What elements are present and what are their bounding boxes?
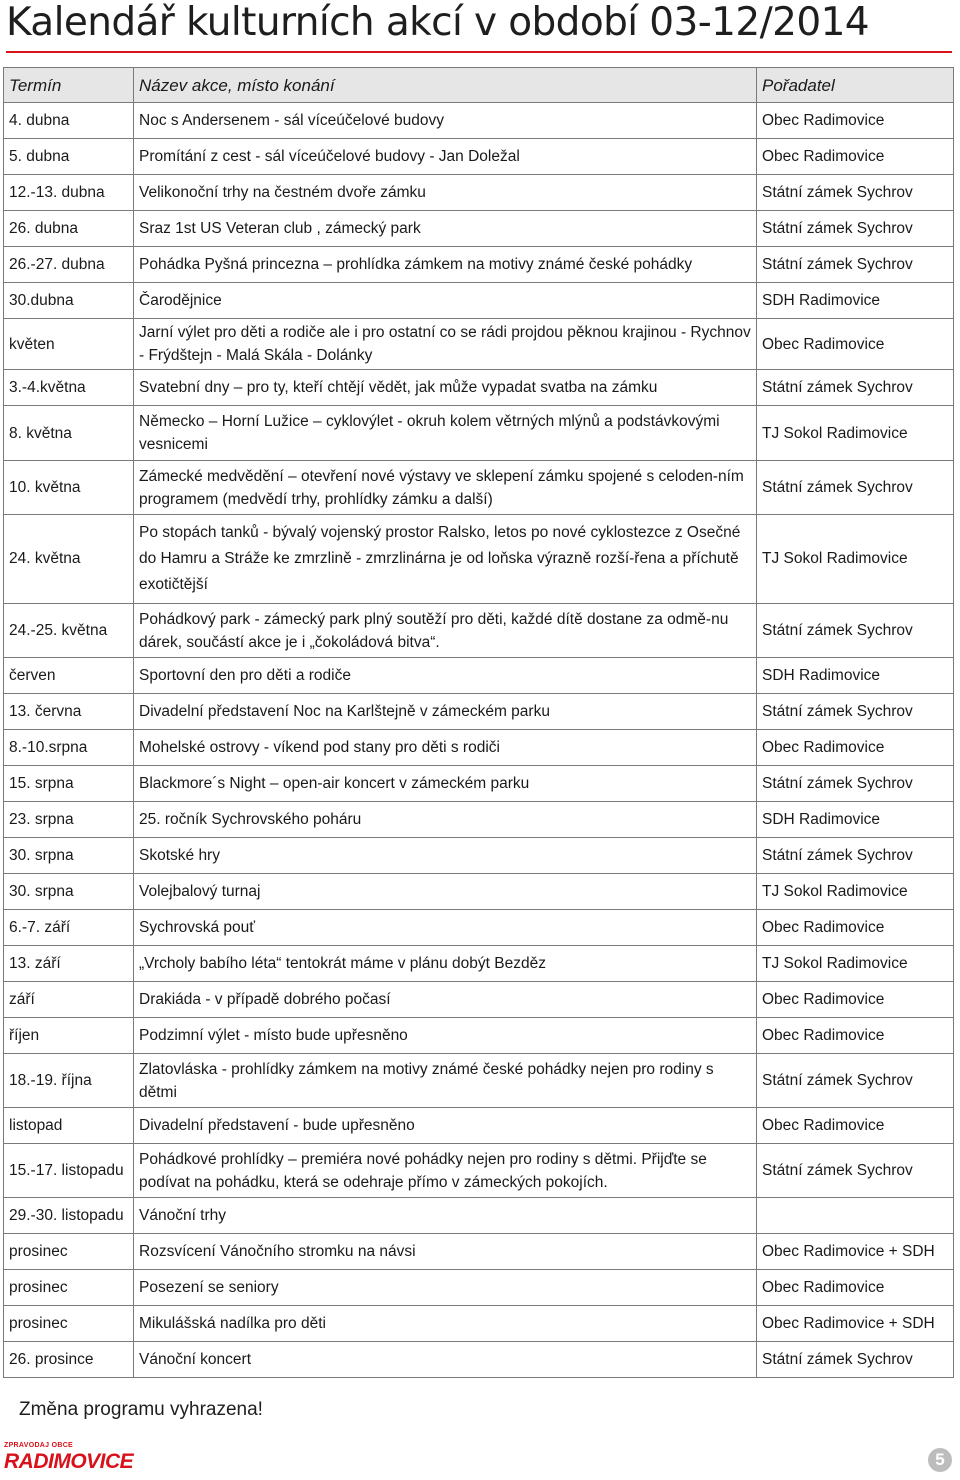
row-date: červen bbox=[4, 658, 134, 694]
table-row bbox=[4, 461, 954, 515]
header-date: Termín bbox=[4, 68, 134, 103]
row-event: Velikonoční trhy na čestném dvoře zámku bbox=[134, 175, 757, 211]
row-organizer: Obec Radimovice bbox=[757, 982, 954, 1018]
row-date: 4. dubna bbox=[4, 103, 134, 139]
row-organizer: TJ Sokol Radimovice bbox=[757, 406, 954, 461]
row-organizer: Státní zámek Sychrov bbox=[757, 247, 954, 283]
row-organizer: Obec Radimovice bbox=[757, 139, 954, 175]
row-date: 30.dubna bbox=[4, 283, 134, 319]
table-row bbox=[4, 946, 954, 982]
row-organizer: Státní zámek Sychrov bbox=[757, 1054, 954, 1108]
row-date: prosinec bbox=[4, 1306, 134, 1342]
table-row bbox=[4, 175, 954, 211]
row-date: 23. srpna bbox=[4, 802, 134, 838]
row-organizer: Obec Radimovice bbox=[757, 1270, 954, 1306]
events-table bbox=[3, 67, 954, 1378]
radimovice-logo bbox=[4, 1441, 144, 1477]
row-date: 18.-19. října bbox=[4, 1054, 134, 1108]
row-date: květen bbox=[4, 319, 134, 370]
row-date: 8. května bbox=[4, 406, 134, 461]
row-organizer: Státní zámek Sychrov bbox=[757, 461, 954, 515]
logo-title: RADIMOVICE bbox=[4, 1450, 134, 1473]
row-organizer: Státní zámek Sychrov bbox=[757, 1144, 954, 1198]
table-row bbox=[4, 838, 954, 874]
row-organizer: Státní zámek Sychrov bbox=[757, 370, 954, 406]
row-event: Divadelní představení Noc na Karlštejně v zámeckém parku bbox=[134, 694, 757, 730]
table-row bbox=[4, 515, 954, 604]
row-event: Sraz 1st US Veteran club , zámecký park bbox=[134, 211, 757, 247]
row-date: prosinec bbox=[4, 1270, 134, 1306]
row-organizer: Obec Radimovice bbox=[757, 1018, 954, 1054]
row-date: 10. května bbox=[4, 461, 134, 515]
table-row bbox=[4, 406, 954, 461]
table-row bbox=[4, 802, 954, 838]
row-event: Vánoční koncert bbox=[134, 1342, 757, 1378]
row-organizer: Státní zámek Sychrov bbox=[757, 838, 954, 874]
table-row bbox=[4, 1144, 954, 1198]
row-date: 26.-27. dubna bbox=[4, 247, 134, 283]
title-divider bbox=[6, 51, 952, 53]
row-organizer: SDH Radimovice bbox=[757, 802, 954, 838]
row-organizer: Obec Radimovice + SDH bbox=[757, 1306, 954, 1342]
table-row bbox=[4, 1198, 954, 1234]
table-row bbox=[4, 658, 954, 694]
row-date: 15.-17. listopadu bbox=[4, 1144, 134, 1198]
row-event: Noc s Andersenem - sál víceúčelové budovy bbox=[134, 103, 757, 139]
table-row bbox=[4, 103, 954, 139]
row-organizer: Státní zámek Sychrov bbox=[757, 694, 954, 730]
row-event: Divadelní představení - bude upřesněno bbox=[134, 1108, 757, 1144]
row-event: Po stopách tanků - bývalý vojenský prostor Ralsko, letos po nové cyklostezce z Osečné do Hamru a Stráže ke zmrzlině - zmrzlinárna je od loňska výrazně rozší-řena a příchutě exotičtější bbox=[134, 515, 757, 604]
row-organizer: TJ Sokol Radimovice bbox=[757, 874, 954, 910]
row-date: 30. srpna bbox=[4, 838, 134, 874]
row-organizer: SDH Radimovice bbox=[757, 658, 954, 694]
row-event: Promítání z cest - sál víceúčelové budovy - Jan Doležal bbox=[134, 139, 757, 175]
row-date: 5. dubna bbox=[4, 139, 134, 175]
table-header-row bbox=[4, 68, 954, 103]
row-event: Pohádkový park - zámecký park plný soutěží pro děti, každé dítě dostane za odmě-nu dárek, součástí akce je i „čokoládová bitva“. bbox=[134, 604, 757, 658]
row-date: 29.-30. listopadu bbox=[4, 1198, 134, 1234]
page-title: Kalendář kulturních akcí v období 03-12/2014 bbox=[6, 0, 870, 45]
table-row bbox=[4, 1306, 954, 1342]
table-row bbox=[4, 319, 954, 370]
table-row bbox=[4, 139, 954, 175]
row-organizer: Státní zámek Sychrov bbox=[757, 211, 954, 247]
row-organizer: Obec Radimovice bbox=[757, 319, 954, 370]
table-row bbox=[4, 1054, 954, 1108]
row-date: 26. prosince bbox=[4, 1342, 134, 1378]
row-event: Skotské hry bbox=[134, 838, 757, 874]
row-organizer: Státní zámek Sychrov bbox=[757, 766, 954, 802]
row-organizer: Obec Radimovice bbox=[757, 910, 954, 946]
row-event: Zámecké medvědění – otevření nové výstavy ve sklepení zámku spojené s celoden-ním programem (medvědí trhy, prohlídky zámku a další) bbox=[134, 461, 757, 515]
row-event: Pohádkové prohlídky – premiéra nové pohádky nejen pro rodiny s dětmi. Přijďte se podívat na pohádku, která se odehraje přímo v zámeckých pokojích. bbox=[134, 1144, 757, 1198]
row-organizer: TJ Sokol Radimovice bbox=[757, 515, 954, 604]
row-organizer: Obec Radimovice bbox=[757, 730, 954, 766]
row-organizer: Obec Radimovice bbox=[757, 1108, 954, 1144]
row-event: „Vrcholy babího léta“ tentokrát máme v plánu dobýt Bezděz bbox=[134, 946, 757, 982]
row-date: 30. srpna bbox=[4, 874, 134, 910]
table-row bbox=[4, 1234, 954, 1270]
row-event: Sportovní den pro děti a rodiče bbox=[134, 658, 757, 694]
row-event: Pohádka Pyšná princezna – prohlídka zámkem na motivy známé české pohádky bbox=[134, 247, 757, 283]
table-row bbox=[4, 694, 954, 730]
row-event: Sychrovská pouť bbox=[134, 910, 757, 946]
row-date: 13. června bbox=[4, 694, 134, 730]
row-organizer: TJ Sokol Radimovice bbox=[757, 946, 954, 982]
table-row bbox=[4, 730, 954, 766]
logo-subtitle: ZPRAVODAJ OBCE bbox=[4, 1442, 74, 1449]
table-row bbox=[4, 247, 954, 283]
row-event: Podzimní výlet - místo bude upřesněno bbox=[134, 1018, 757, 1054]
table-row bbox=[4, 766, 954, 802]
row-date: 13. září bbox=[4, 946, 134, 982]
row-date: listopad bbox=[4, 1108, 134, 1144]
row-event: 25. ročník Sychrovského poháru bbox=[134, 802, 757, 838]
row-event: Rozsvícení Vánočního stromku na návsi bbox=[134, 1234, 757, 1270]
row-organizer: Obec Radimovice bbox=[757, 103, 954, 139]
row-date: 8.-10.srpna bbox=[4, 730, 134, 766]
row-event: Volejbalový turnaj bbox=[134, 874, 757, 910]
row-event: Mohelské ostrovy - víkend pod stany pro děti s rodiči bbox=[134, 730, 757, 766]
table-row bbox=[4, 1270, 954, 1306]
row-event: Posezení se seniory bbox=[134, 1270, 757, 1306]
table-row bbox=[4, 874, 954, 910]
row-event: Mikulášská nadílka pro děti bbox=[134, 1306, 757, 1342]
row-organizer: Státní zámek Sychrov bbox=[757, 175, 954, 211]
page-number-badge: 5 bbox=[928, 1448, 952, 1472]
row-date: 24.-25. května bbox=[4, 604, 134, 658]
program-change-note: Změna programu vyhrazena! bbox=[19, 1399, 263, 1420]
table-row bbox=[4, 211, 954, 247]
table-row bbox=[4, 982, 954, 1018]
row-organizer: Státní zámek Sychrov bbox=[757, 1342, 954, 1378]
row-date: prosinec bbox=[4, 1234, 134, 1270]
row-date: 12.-13. dubna bbox=[4, 175, 134, 211]
row-event: Čarodějnice bbox=[134, 283, 757, 319]
row-event: Blackmore´s Night – open-air koncert v zámeckém parku bbox=[134, 766, 757, 802]
row-event: Německo – Horní Lužice – cyklovýlet - okruh kolem větrných mlýnů a podstávkovými vesnicemi bbox=[134, 406, 757, 461]
table-row bbox=[4, 1342, 954, 1378]
row-organizer: Státní zámek Sychrov bbox=[757, 604, 954, 658]
row-date: 3.-4.května bbox=[4, 370, 134, 406]
row-date: 6.-7. září bbox=[4, 910, 134, 946]
row-event: Svatební dny – pro ty, kteří chtějí vědět, jak může vypadat svatba na zámku bbox=[134, 370, 757, 406]
row-organizer: SDH Radimovice bbox=[757, 283, 954, 319]
row-date: říjen bbox=[4, 1018, 134, 1054]
row-date: 26. dubna bbox=[4, 211, 134, 247]
table-row bbox=[4, 370, 954, 406]
row-date: 15. srpna bbox=[4, 766, 134, 802]
row-date: 24. května bbox=[4, 515, 134, 604]
row-event: Jarní výlet pro děti a rodiče ale i pro ostatní co se rádi projdou pěknou krajinou - Rychnov - Frýdštejn - Malá Skála - Dolánky bbox=[134, 319, 757, 370]
row-organizer bbox=[757, 1198, 954, 1234]
table-row bbox=[4, 1108, 954, 1144]
table-row bbox=[4, 604, 954, 658]
table-row bbox=[4, 910, 954, 946]
table-row bbox=[4, 1018, 954, 1054]
row-date: září bbox=[4, 982, 134, 1018]
row-event: Zlatovláska - prohlídky zámkem na motivy známé české pohádky nejen pro rodiny s dětmi bbox=[134, 1054, 757, 1108]
header-event: Název akce, místo konání bbox=[134, 68, 757, 103]
row-organizer: Obec Radimovice + SDH bbox=[757, 1234, 954, 1270]
row-event: Vánoční trhy bbox=[134, 1198, 757, 1234]
table-row bbox=[4, 283, 954, 319]
row-event: Drakiáda - v případě dobrého počasí bbox=[134, 982, 757, 1018]
header-organizer: Pořadatel bbox=[757, 68, 954, 103]
